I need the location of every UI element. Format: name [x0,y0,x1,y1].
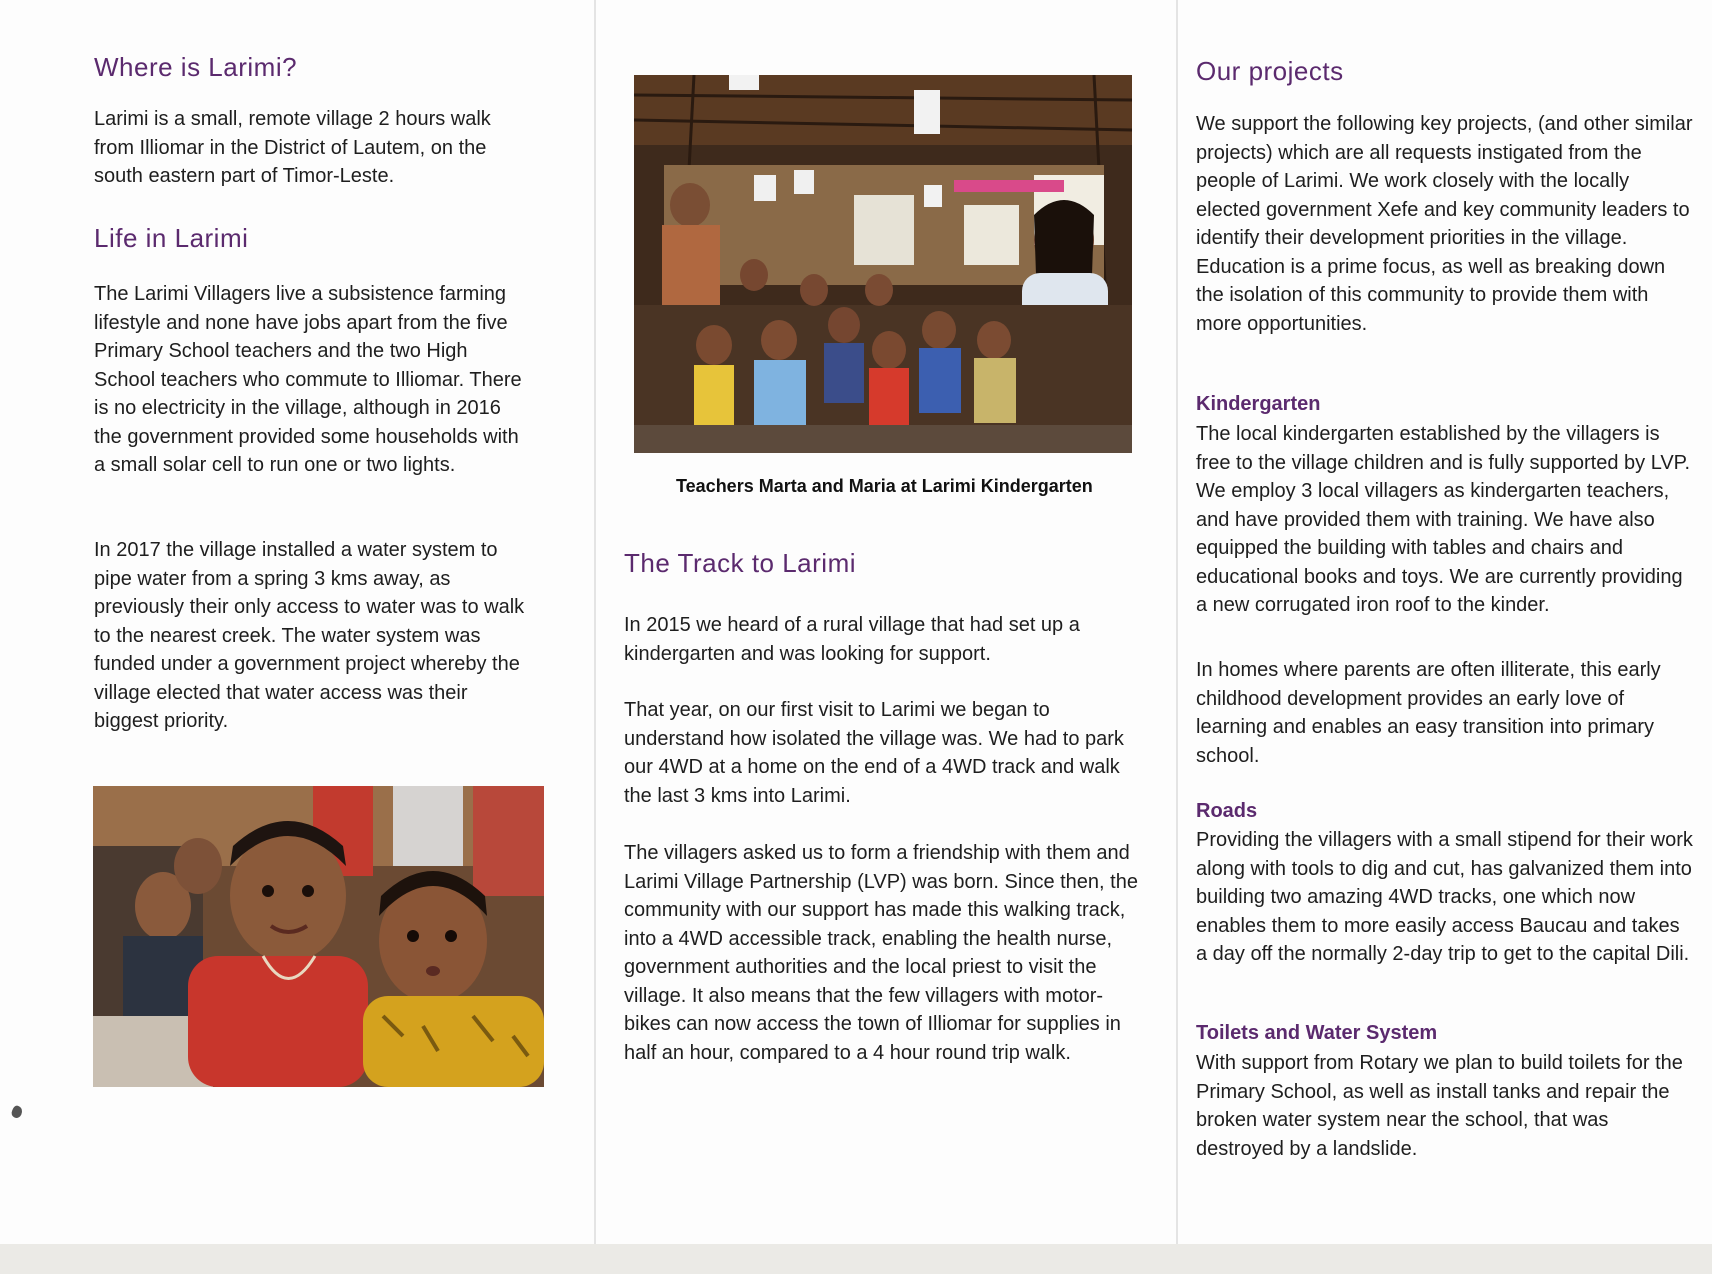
where-heading: Where is Larimi? [94,52,298,82]
photo-caption: Teachers Marta and Maria at Larimi Kindergarten [676,476,1093,496]
toilets-text: With support from Rotary we plan to build toilets for the Primary School, as well as install tanks and repair the broken water system near the school, that was destroyed by a landslide. [1196,1052,1683,1160]
kindergarten-photo [634,75,1132,453]
scan-bottom-edge [0,1244,1712,1274]
fold-line-right [1176,0,1178,1244]
life-text-2: In 2017 the village installed a water system to pipe water from a spring 3 kms away, as previously their only access to water was to walk to the nearest creek. The water system was funded under a government project whereby the village elected that water access was their biggest priority. [94,539,525,732]
kindergarten-text-1: The local kindergarten established by the villagers is free to the village children and is fully supported by LVP. We employ 3 local villagers as kindergarten teachers, and have provided them with training. We have also equipped the building with tables and chairs and educational books and toys. We are currently providing a new corrugated iron roof to the kinder. [1196,423,1691,616]
kindergarten-heading: Kindergarten [1196,393,1321,415]
projects-text: We support the following key projects, (and other similar projects) which are all requests instigated from the people of Larimi. We work closely with the locally elected government Xefe and key community leaders to identify their development priorities in the village. Education is a prime focus, as well as breaking down the isolation of this community to provide them with more opportunities. [1196,113,1693,335]
track-text-3: The villagers asked us to form a friendship with them and Larimi Village Partnership (LVP) was born. Since then, the community with our support has made this walking track, into a 4WD accessible track, enabling the health nurse, government authorities and the local priest to visit the village. It also means that the few villagers with motor-bikes can now access the town of Illiomar for supplies in half an hour, compared to a 4 hour round trip walk. [624,842,1138,1064]
roads-heading: Roads [1196,800,1258,822]
children-photo [93,786,544,1087]
where-text: Larimi is a small, remote village 2 hours walk from Illiomar in the District of Lautem, on the south eastern part of Timor-Leste. [94,108,491,187]
roads-text: Providing the villagers with a small stipend for their work along with tools to dig and cut, has galvanized them into building two amazing 4WD tracks, one which now enables them to more easily access Baucau and takes a day off the normally 2-day trip to get to the capital Dili. [1196,829,1693,965]
track-text-2: That year, on our first visit to Larimi we began to understand how isolated the village was. We had to park our 4WD at a home on the end of a 4WD track and walk the last 3 kms into Larimi. [624,699,1124,807]
toilets-heading: Toilets and Water System [1196,1022,1438,1044]
kindergarten-text-2: In homes where parents are often illiterate, this early childhood development provides an early love of learning and enables an easy transition into primary school. [1196,659,1661,767]
track-heading: The Track to Larimi [624,548,857,578]
life-text-1: The Larimi Villagers live a subsistence farming lifestyle and none have jobs apart from the five Primary School teachers and the two High School teachers who commute to Illiomar. There is no electricity in the village, although in 2016 the government provided some households with a small solar cell to run one or two lights. [94,283,522,476]
track-text-1: In 2015 we heard of a rural village that had set up a kindergarten and was looking for support. [624,614,1080,665]
projects-heading: Our projects [1196,56,1344,86]
life-heading: Life in Larimi [94,223,249,253]
fold-line-left [594,0,596,1244]
